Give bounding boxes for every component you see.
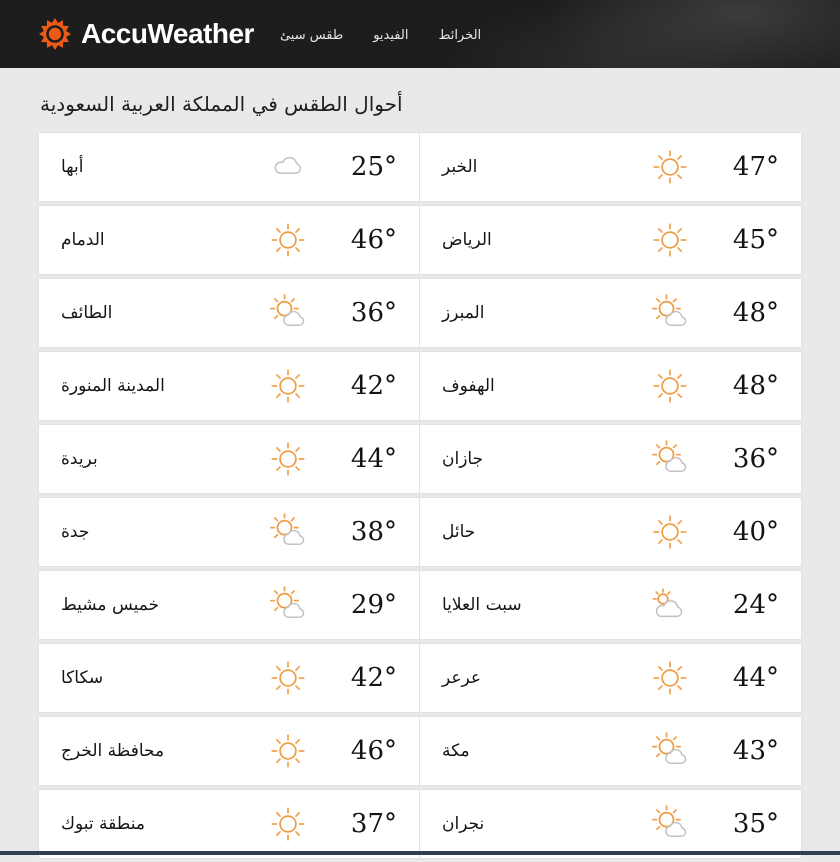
weather-row[interactable] [38, 789, 420, 859]
city-name: الخبر [442, 157, 478, 177]
weather-row[interactable] [420, 716, 802, 786]
accuweather-sun-icon [38, 17, 72, 51]
weather-row[interactable] [38, 716, 420, 786]
temperature: 44° [732, 663, 779, 693]
temperature: 24° [732, 590, 779, 620]
city-name: جدة [61, 522, 90, 542]
page-title: أحوال الطقس في المملكة العربية السعودية [40, 92, 403, 116]
city-name: خميس مشيط [61, 595, 160, 615]
city-name: الدمام [61, 230, 105, 250]
partly-sunny-icon [267, 584, 309, 626]
nav-item-severe-weather[interactable]: طقس سيئ [279, 27, 344, 43]
weather-row[interactable] [420, 789, 802, 859]
city-name: الهفوف [442, 376, 495, 396]
weather-row[interactable] [420, 351, 802, 421]
weather-column-left [38, 132, 420, 862]
temperature: 42° [350, 371, 397, 401]
weather-grid [0, 132, 840, 862]
partly-sunny-icon [267, 511, 309, 553]
sunny-icon [649, 219, 691, 261]
city-name: محافظة الخرج [61, 741, 165, 761]
sunny-icon [649, 146, 691, 188]
temperature: 43° [732, 736, 779, 766]
temperature: 38° [350, 517, 397, 547]
city-name: عرعر [442, 668, 482, 688]
city-name: الطائف [61, 303, 113, 323]
city-name: جازان [442, 449, 484, 469]
city-name: نجران [442, 814, 485, 834]
temperature: 36° [350, 298, 397, 328]
sunny-icon [267, 730, 309, 772]
weather-row[interactable] [420, 132, 802, 202]
partly-sunny-icon [649, 438, 691, 480]
weather-row[interactable] [420, 424, 802, 494]
city-name: منطقة تبوك [61, 814, 145, 834]
nav-item-maps[interactable]: الخرائط [438, 27, 482, 43]
city-name: سبت العلايا [442, 595, 522, 615]
nav-item-video[interactable]: الفيديو [373, 27, 409, 43]
mostly-cloudy-icon [649, 584, 691, 626]
temperature: 48° [732, 298, 779, 328]
weather-row[interactable] [420, 205, 802, 275]
temperature: 48° [732, 371, 779, 401]
weather-row[interactable] [38, 424, 420, 494]
city-name: المبرز [442, 303, 485, 323]
city-name: مكة [442, 741, 470, 761]
sunny-icon [267, 657, 309, 699]
city-name: حائل [442, 522, 476, 542]
weather-row[interactable] [38, 570, 420, 640]
weather-row[interactable] [420, 570, 802, 640]
temperature: 44° [350, 444, 397, 474]
sunny-icon [267, 365, 309, 407]
sunny-icon [267, 219, 309, 261]
city-name: بريدة [61, 449, 98, 469]
temperature: 37° [350, 809, 397, 839]
temperature: 25° [350, 152, 397, 182]
sunny-icon [649, 657, 691, 699]
weather-column-right [420, 132, 802, 862]
weather-row[interactable] [420, 497, 802, 567]
weather-row[interactable] [38, 132, 420, 202]
weather-row[interactable] [38, 278, 420, 348]
sunny-icon [649, 511, 691, 553]
app-header [0, 0, 840, 68]
temperature: 29° [350, 590, 397, 620]
weather-row[interactable] [38, 351, 420, 421]
brand-name: AccuWeather [81, 18, 254, 49]
temperature: 36° [732, 444, 779, 474]
weather-row[interactable] [420, 643, 802, 713]
city-name: سكاكا [61, 668, 104, 688]
city-name: الرياض [442, 230, 492, 250]
partly-sunny-icon [267, 292, 309, 334]
weather-row[interactable] [38, 497, 420, 567]
city-name: أبها [61, 157, 84, 177]
sunny-icon [267, 803, 309, 845]
main-nav [280, 28, 481, 43]
temperature: 35° [732, 809, 779, 839]
cloudy-icon [267, 146, 309, 188]
sunny-icon [267, 438, 309, 480]
temperature: 45° [732, 225, 779, 255]
accuweather-logo[interactable] [38, 17, 254, 51]
temperature: 47° [732, 152, 779, 182]
temperature: 46° [350, 736, 397, 766]
partly-sunny-icon [649, 730, 691, 772]
temperature: 46° [350, 225, 397, 255]
weather-row[interactable] [420, 278, 802, 348]
partly-sunny-icon [649, 292, 691, 334]
window-bottom-edge [0, 851, 840, 855]
weather-row[interactable] [38, 205, 420, 275]
weather-row[interactable] [38, 643, 420, 713]
temperature: 42° [350, 663, 397, 693]
temperature: 40° [732, 517, 779, 547]
sunny-icon [649, 365, 691, 407]
city-name: المدينة المنورة [61, 376, 165, 396]
partly-sunny-icon [649, 803, 691, 845]
